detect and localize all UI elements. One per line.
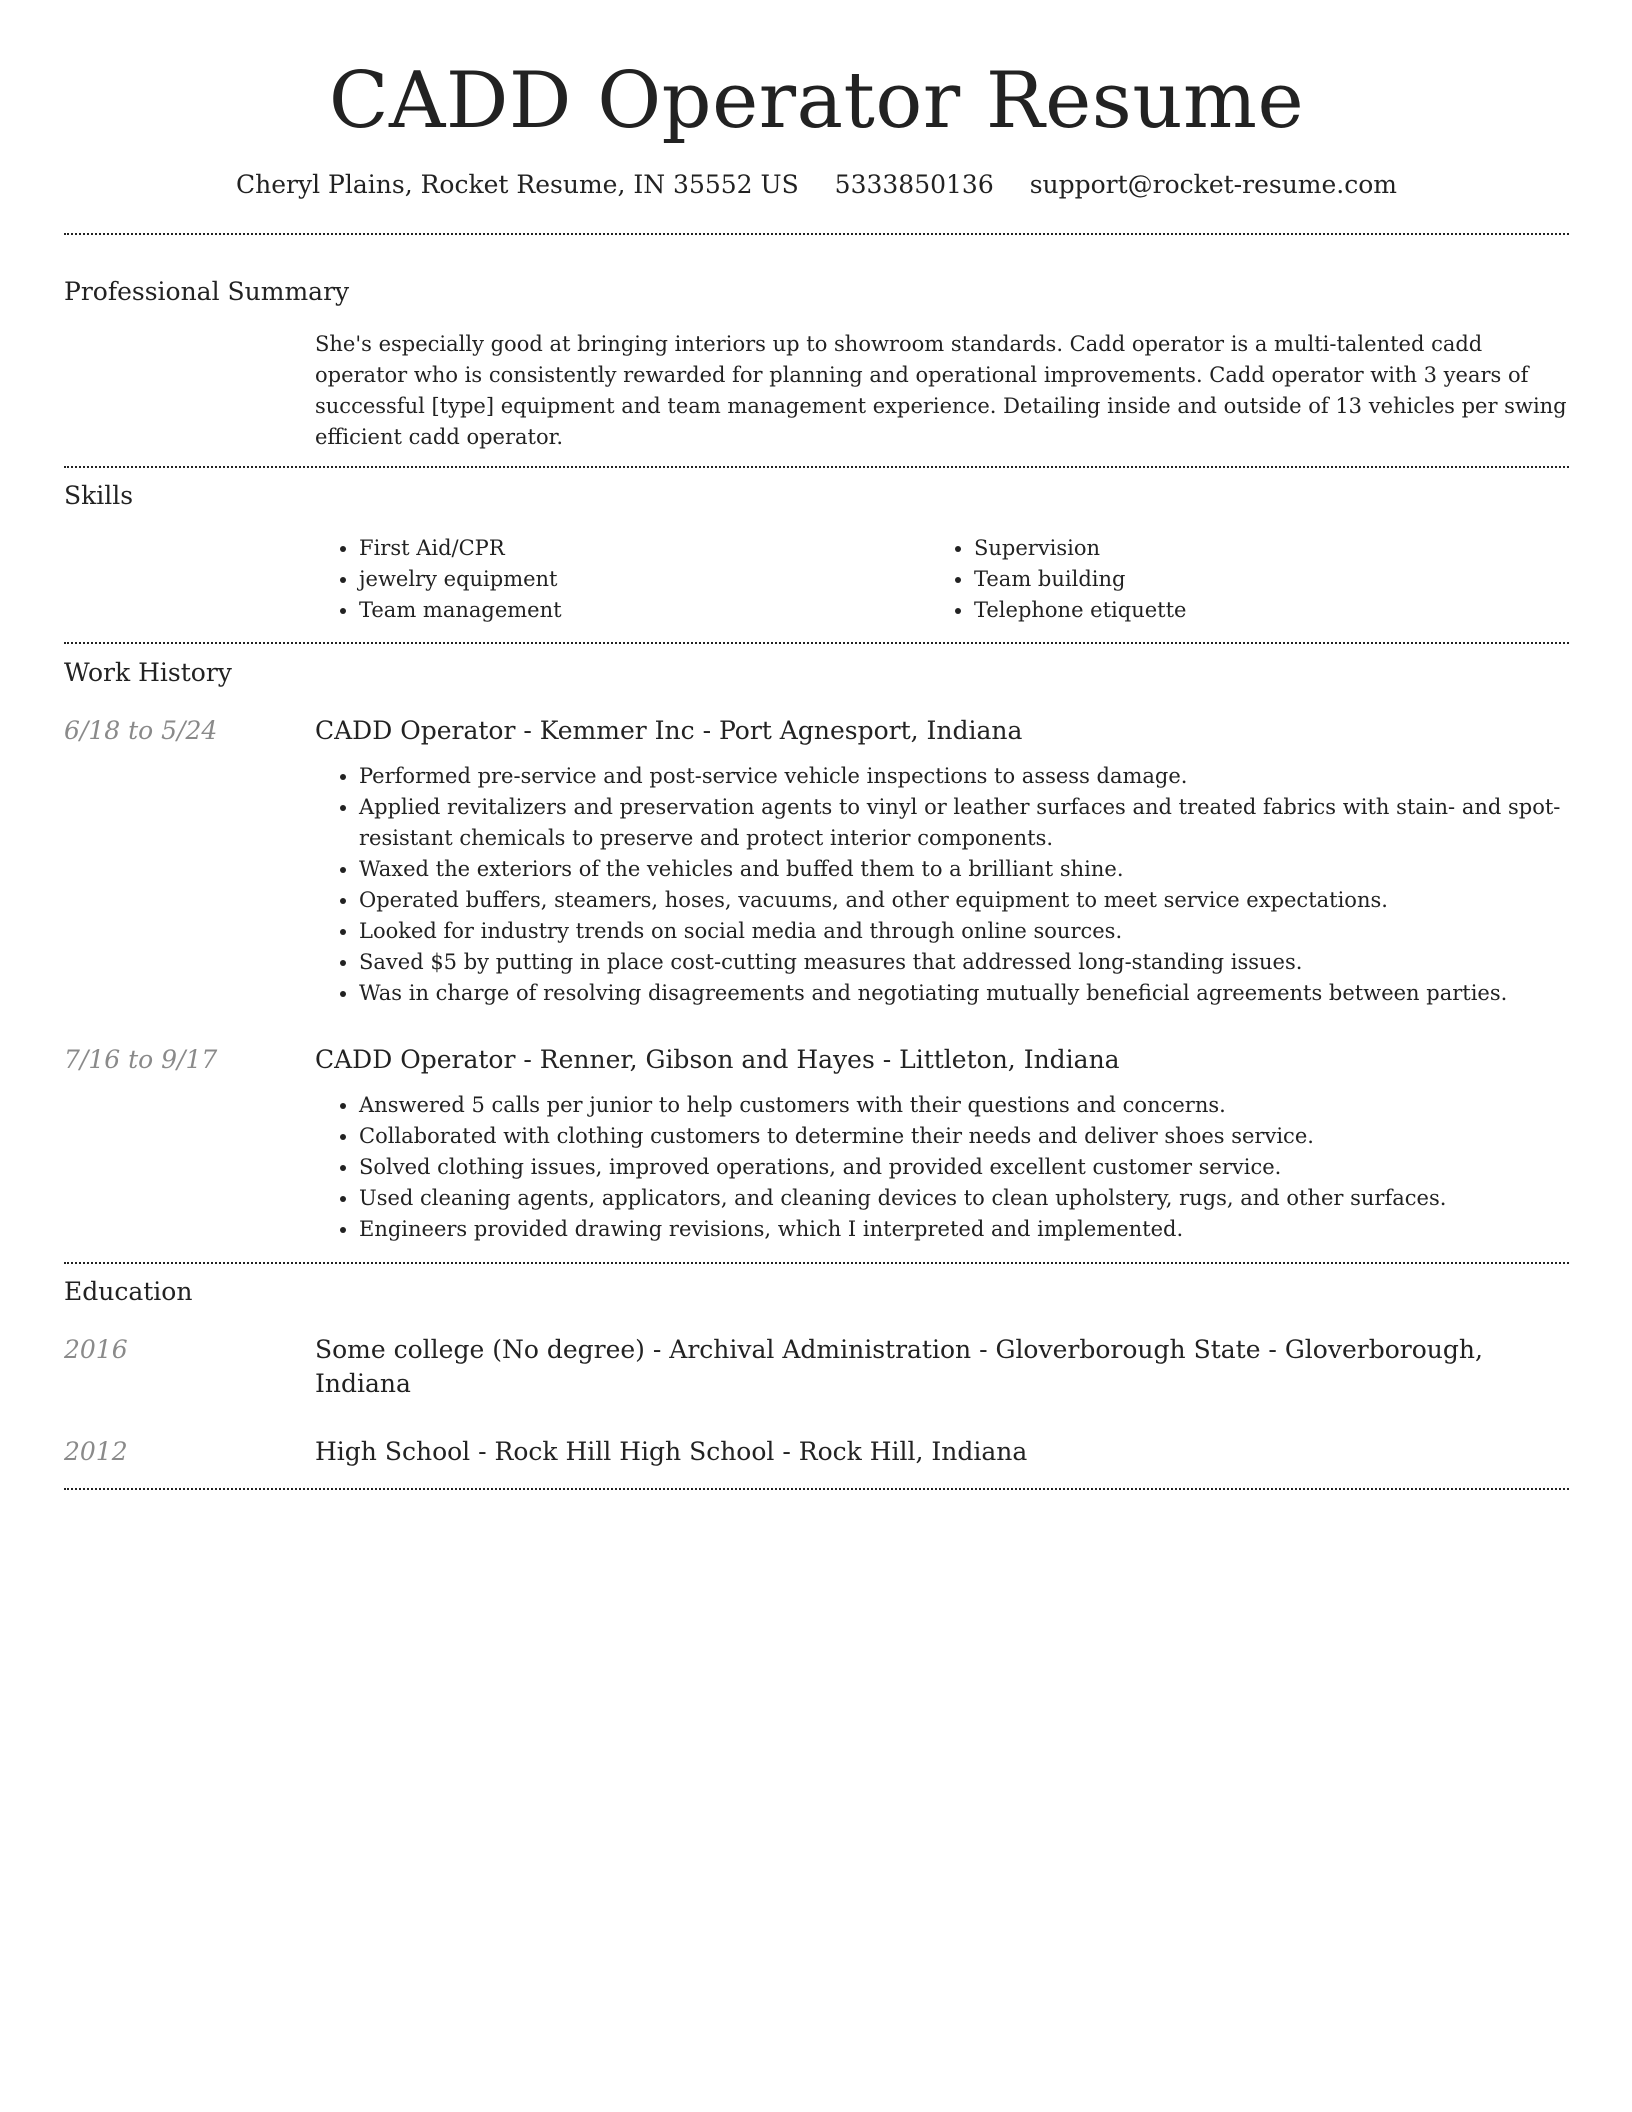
job-bullet-list [315, 1090, 1569, 1245]
job-dates: 6/18 to 5/24 [64, 716, 218, 745]
education-year: 2012 [64, 1437, 128, 1466]
divider [64, 466, 1569, 468]
section-heading-summary: Professional Summary [64, 277, 350, 306]
section-heading-education: Education [64, 1277, 193, 1306]
job-bullets-row [64, 1090, 1569, 1245]
resume-page [64, 0, 1569, 1490]
job-bullets [315, 1090, 1569, 1245]
job-title: CADD Operator - Kemmer Inc - Port Agnesport, Indiana [315, 716, 1023, 745]
job-bullet: • Engineers provided drawing revisions, which I interpreted and implemented. [359, 1214, 1569, 1245]
summary-text: She's especially good at bringing interiors up to showroom standards. Cadd operator is a multi-talented cadd operator who is consistently rewarded for planning and operational improvements. Cadd operator with 3 years of successful [type] equipment and team management experience. Detailing inside and outside of 13 vehicles per swing efficient cadd operator. [315, 332, 1567, 449]
job-bullet: • Applied revitalizers and preservation agents to vinyl or leather surfaces and treated fabrics with stain- and spot-resistant chemicals to preserve and protect interior components. [359, 792, 1569, 854]
section-heading-skills: Skills [64, 481, 134, 510]
education-entry [64, 1333, 1569, 1401]
job-bullet: • Looked for industry trends on social media and through online sources. [359, 916, 1569, 947]
job-bullet: • Used cleaning agents, applicators, and cleaning devices to clean upholstery, rugs, and other surfaces. [359, 1183, 1569, 1214]
summary-left-spacer [64, 329, 315, 453]
skills-grid [315, 533, 1569, 626]
job-left-spacer [64, 1090, 315, 1245]
divider [64, 1262, 1569, 1264]
education-detail: Some college (No degree) - Archival Administration - Gloverborough State - Gloverborough, Indiana [315, 1335, 1483, 1398]
skill-item: • Telephone etiquette [974, 595, 1545, 626]
education-entry [64, 1435, 1569, 1469]
summary-row [64, 329, 1569, 453]
job-bullet: • Answered 5 calls per junior to help customers with their questions and concerns. [359, 1090, 1569, 1121]
skills-list-col1 [315, 533, 930, 626]
skills-left-spacer [64, 533, 315, 626]
job-header [64, 1043, 1569, 1077]
divider [64, 642, 1569, 644]
skill-item: • First Aid/CPR [359, 533, 930, 564]
job-bullet: • Operated buffers, steamers, hoses, vacuums, and other equipment to meet service expectations. [359, 885, 1569, 916]
skill-item: • Team building [974, 564, 1545, 595]
job-entry [64, 714, 1569, 1009]
section-heading-work: Work History [64, 658, 232, 687]
job-bullet: • Saved $5 by putting in place cost-cutting measures that addressed long-standing issues. [359, 947, 1569, 978]
skill-item: • jewelry equipment [359, 564, 930, 595]
job-bullet: • Was in charge of resolving disagreements and negotiating mutually beneficial agreements between parties. [359, 978, 1569, 1009]
job-bullets-row [64, 761, 1569, 1009]
skills-list-col2 [930, 533, 1545, 626]
job-bullet: • Performed pre-service and post-service vehicle inspections to assess damage. [359, 761, 1569, 792]
job-bullet: • Solved clothing issues, improved operations, and provided excellent customer service. [359, 1152, 1569, 1183]
job-bullet: • Waxed the exteriors of the vehicles and buffed them to a brilliant shine. [359, 854, 1569, 885]
contact-email: support@rocket-resume.com [1029, 170, 1397, 199]
contact-phone: 5333850136 [834, 170, 994, 199]
job-header [64, 714, 1569, 748]
skills-row [64, 533, 1569, 626]
job-entry [64, 1043, 1569, 1245]
job-title: CADD Operator - Renner, Gibson and Hayes - Littleton, Indiana [315, 1045, 1120, 1074]
divider [64, 233, 1569, 235]
job-left-spacer [64, 761, 315, 1009]
job-dates: 7/16 to 9/17 [64, 1045, 218, 1074]
education-year: 2016 [64, 1335, 128, 1364]
skill-item: • Supervision [974, 533, 1545, 564]
page-title: CADD Operator Resume [328, 56, 1305, 146]
skill-item: • Team management [359, 595, 930, 626]
job-bullet-list [315, 761, 1569, 1009]
divider [64, 1488, 1569, 1490]
job-bullets [315, 761, 1569, 1009]
education-detail: High School - Rock Hill High School - Rock Hill, Indiana [315, 1437, 1028, 1466]
job-bullet: • Collaborated with clothing customers to determine their needs and deliver shoes service. [359, 1121, 1569, 1152]
contact-address: Cheryl Plains, Rocket Resume, IN 35552 US [236, 170, 799, 199]
contact-line [64, 168, 1569, 202]
